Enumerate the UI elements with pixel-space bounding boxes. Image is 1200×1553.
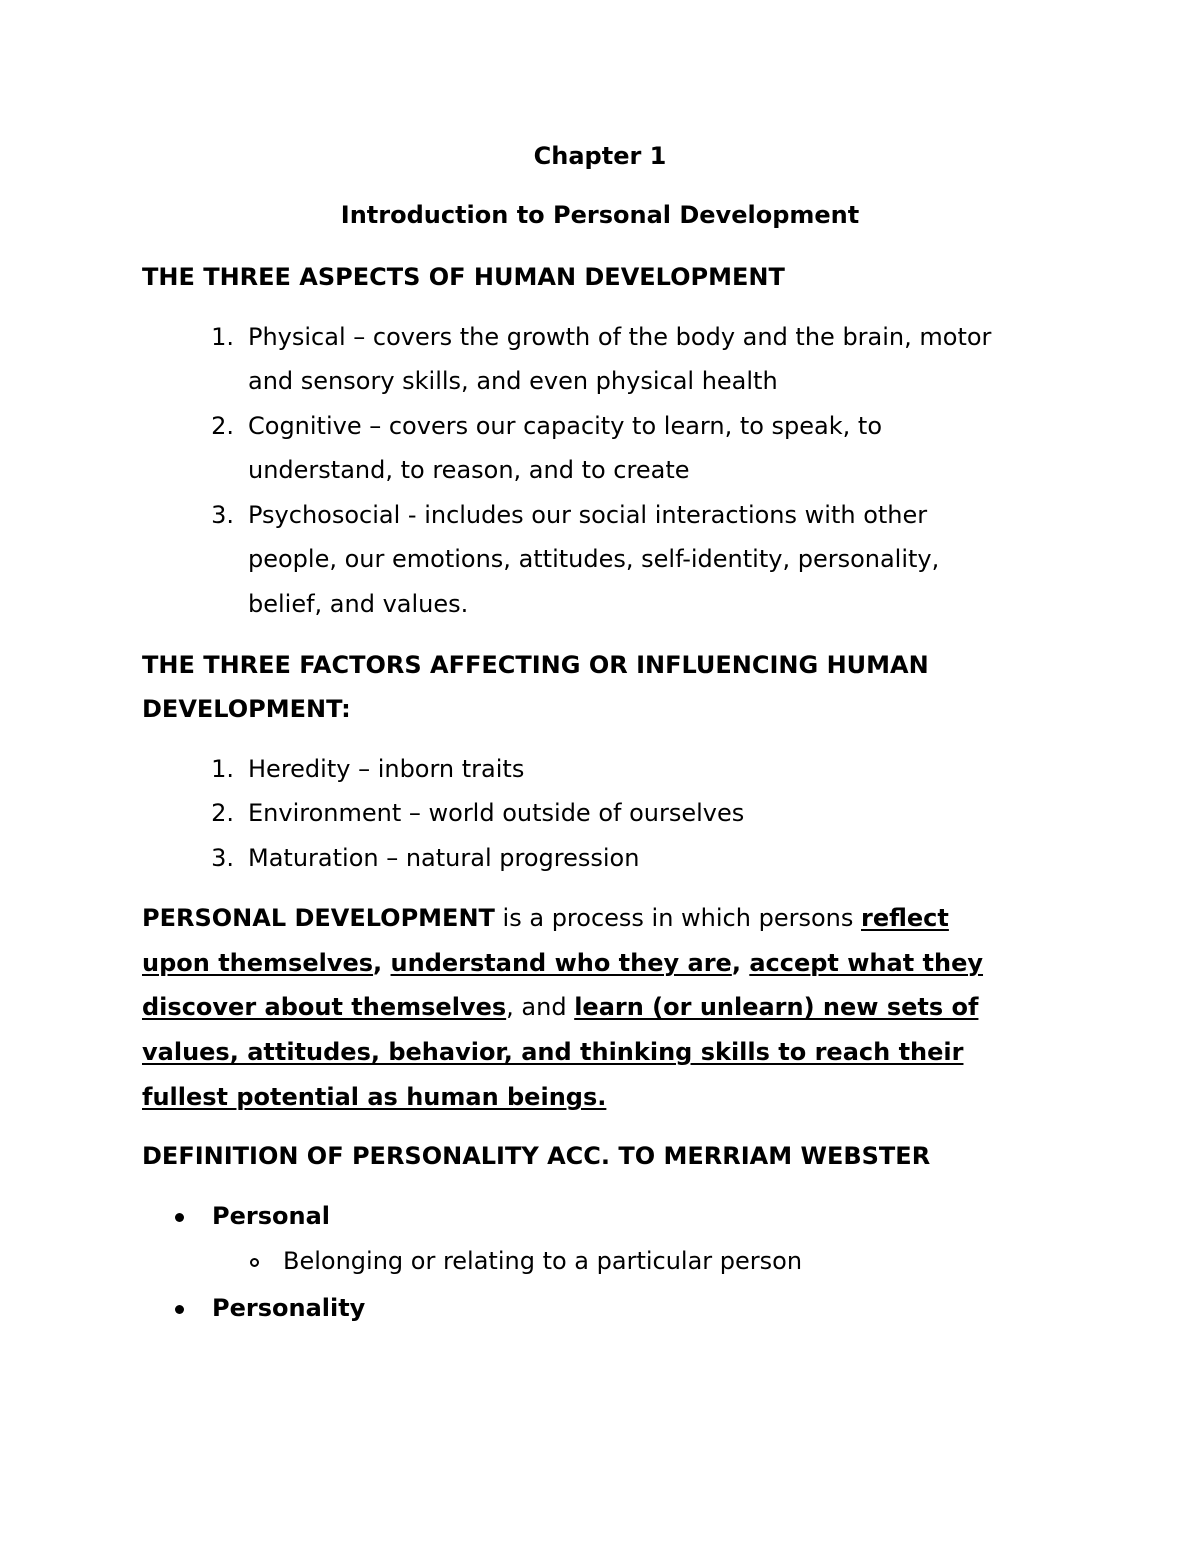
list-item-text: belief, and values. bbox=[248, 590, 469, 618]
personal-dev-line bbox=[142, 992, 978, 1022]
list-item-text: Cognitive – covers our capacity to learn, to speak, to bbox=[248, 412, 883, 440]
personal-dev-text: , and bbox=[506, 993, 575, 1021]
sub-bullet-item: Belonging or relating to a particular person bbox=[283, 1247, 803, 1275]
personal-dev-term: PERSONAL DEVELOPMENT bbox=[142, 904, 495, 932]
personal-dev-text: , bbox=[731, 949, 750, 977]
list-item-text: Psychosocial - includes our social interactions with other bbox=[248, 501, 928, 529]
personal-dev-line bbox=[142, 948, 983, 978]
bullet-icon bbox=[175, 1213, 184, 1222]
definition-heading: DEFINITION OF PERSONALITY ACC. TO MERRIAM WEBSTER bbox=[142, 1142, 931, 1170]
list-number: 1. bbox=[211, 755, 234, 783]
list-item-text: understand, to reason, and to create bbox=[248, 456, 690, 484]
document-title: Introduction to Personal Development bbox=[340, 201, 860, 229]
personal-dev-emphasis: understand who they are bbox=[390, 949, 732, 977]
bullet-icon bbox=[175, 1305, 184, 1314]
personal-dev-emphasis: discover about themselves bbox=[142, 993, 507, 1021]
list-number: 2. bbox=[211, 799, 234, 827]
personal-dev-text: , bbox=[373, 949, 391, 977]
sub-bullet-icon bbox=[250, 1258, 259, 1267]
personal-dev-text: is a process in which persons bbox=[494, 904, 861, 932]
personal-dev-line bbox=[142, 1082, 606, 1112]
list-item-text: Heredity – inborn traits bbox=[248, 755, 525, 783]
list-number: 1. bbox=[211, 323, 234, 351]
bullet-item: Personal bbox=[212, 1202, 330, 1230]
list-item-text: people, our emotions, attitudes, self-identity, personality, bbox=[248, 545, 940, 573]
factors-heading: DEVELOPMENT: bbox=[142, 695, 351, 723]
personal-dev-emphasis: fullest potential as human beings. bbox=[142, 1083, 607, 1111]
list-number: 3. bbox=[211, 844, 234, 872]
personal-dev-emphasis: reflect bbox=[861, 904, 949, 932]
list-item-text: and sensory skills, and even physical health bbox=[248, 367, 778, 395]
factors-heading: THE THREE FACTORS AFFECTING OR INFLUENCING HUMAN bbox=[142, 651, 929, 679]
list-item-text: Environment – world outside of ourselves bbox=[248, 799, 745, 827]
personal-dev-emphasis: values, attitudes, behavior, and thinking skills to reach their bbox=[142, 1038, 964, 1066]
personal-dev-line bbox=[142, 1037, 963, 1067]
aspects-heading: THE THREE ASPECTS OF HUMAN DEVELOPMENT bbox=[142, 263, 785, 291]
personal-dev-line bbox=[142, 903, 949, 933]
personal-dev-emphasis: upon themselves bbox=[142, 949, 374, 977]
personal-dev-emphasis: accept what they bbox=[749, 949, 984, 977]
chapter-title: Chapter 1 bbox=[533, 142, 667, 170]
list-item-text: Maturation – natural progression bbox=[248, 844, 640, 872]
list-item-text: Physical – covers the growth of the body and the brain, motor bbox=[248, 323, 992, 351]
list-number: 2. bbox=[211, 412, 234, 440]
personal-dev-emphasis: learn (or unlearn) new sets of bbox=[574, 993, 979, 1021]
list-number: 3. bbox=[211, 501, 234, 529]
bullet-item: Personality bbox=[212, 1294, 366, 1322]
